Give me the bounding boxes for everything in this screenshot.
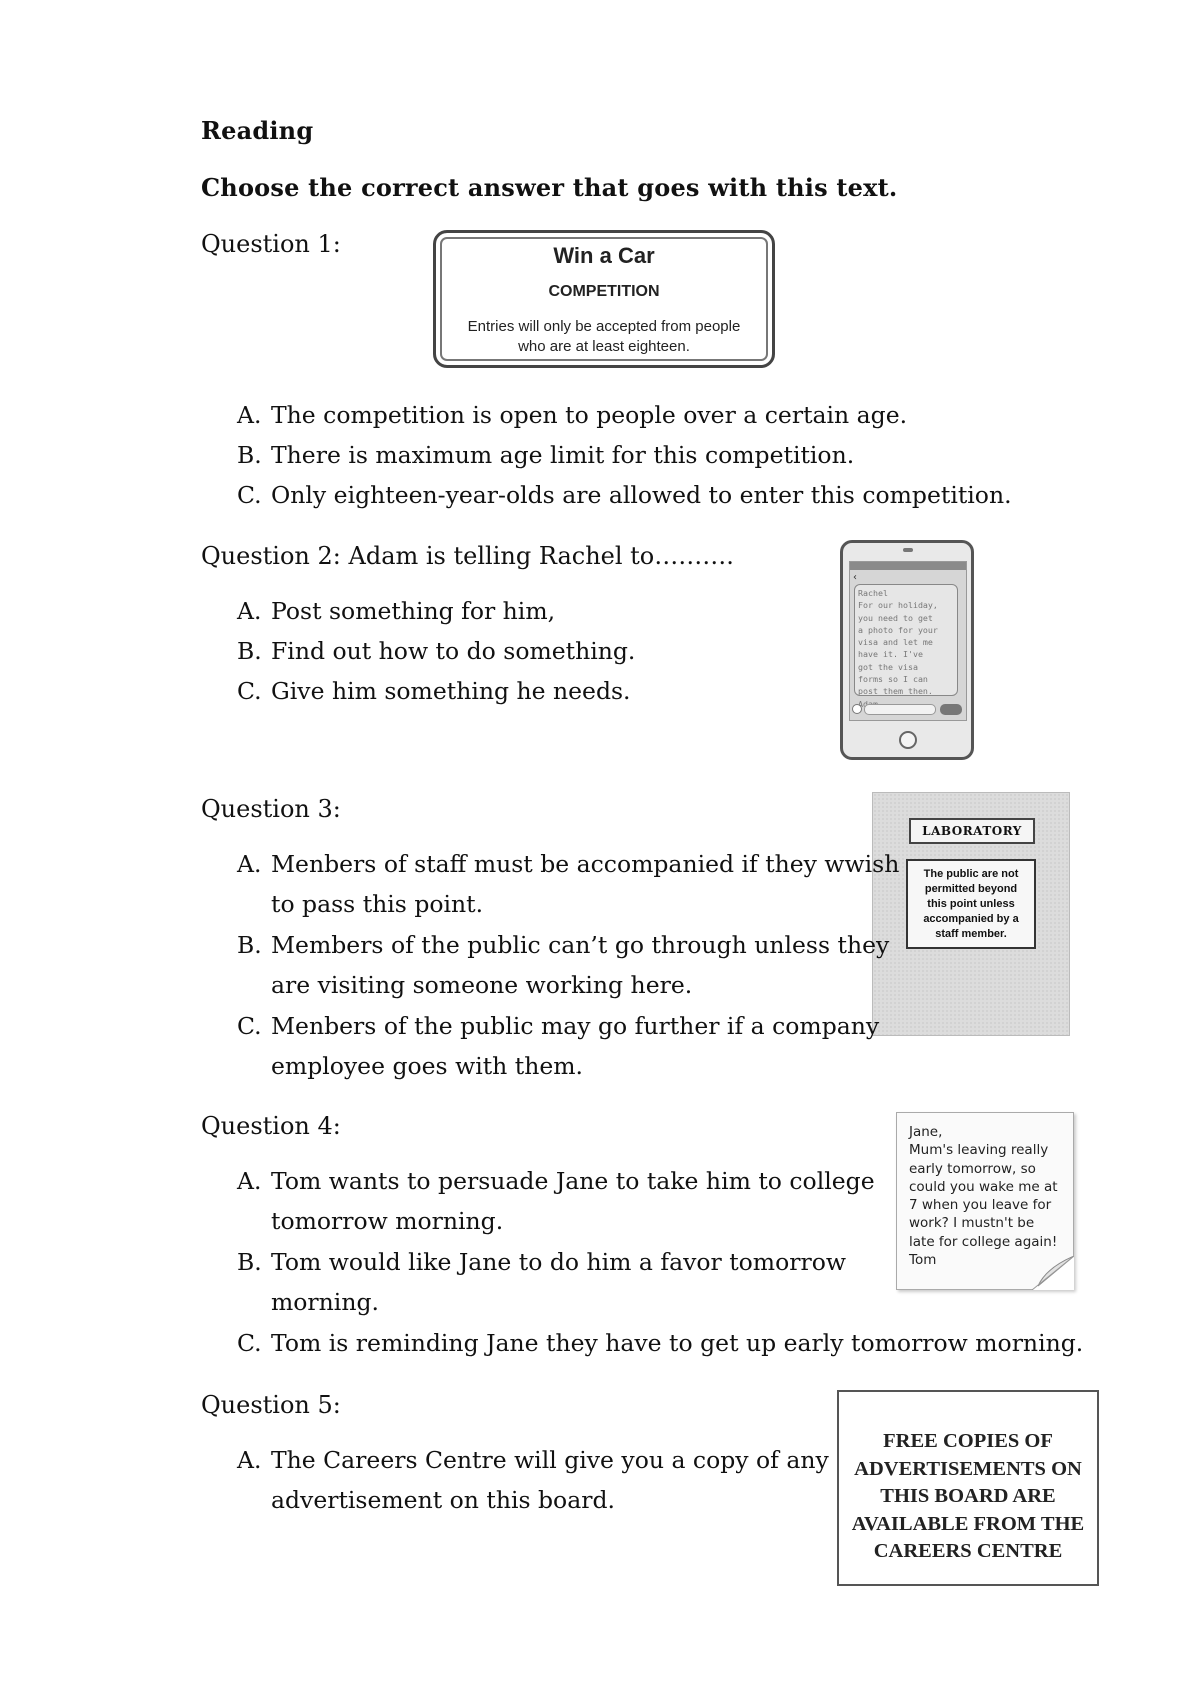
- page-curl-icon: [1032, 1256, 1074, 1290]
- sign-body: Entries will only be accepted from people who are at least eighteen.: [467, 318, 741, 355]
- question-4-label: Question 4:: [201, 1112, 341, 1140]
- sign-title: Win a Car: [553, 243, 655, 268]
- question-2-label: Question 2: Adam is telling Rachel to……….: [201, 542, 734, 570]
- question-5-label: Question 5:: [201, 1391, 341, 1419]
- question-1-options: A. The competition is open to people over a certain age. B. There is maximum age limit for this competition. C. Only eighteen-year-olds are allowed to enter this competition.: [237, 401, 1012, 509]
- home-button-icon: [899, 731, 917, 749]
- lab-sign-title: LABORATORY: [909, 818, 1035, 844]
- question-2-options: A. Post something for him, B. Find out how to do something. C. Give him something he needs.: [237, 597, 636, 705]
- instruction-text: Choose the correct answer that goes with this text.: [201, 173, 898, 202]
- win-a-car-sign: [433, 230, 775, 368]
- lab-notice: The public are not permitted beyond this point unless accompanied by a staff member.: [906, 859, 1036, 949]
- section-heading: Reading: [201, 116, 314, 145]
- question-5-options: A. The Careers Centre will give you a copy of any advertisement on this board.: [237, 1446, 829, 1514]
- careers-centre-sign: FREE COPIES OF ADVERTISEMENTS ON THIS BOARD ARE AVAILABLE FROM THE CAREERS CENTRE: [837, 1390, 1099, 1586]
- message-bubble: Rachel For our holiday, you need to get a photo for your visa and let me have it. I've got the visa forms so I can post them then.: [854, 584, 958, 696]
- handwritten-note: Jane, Mum's leaving really early tomorrow, so could you wake me at 7 when you leave for work? I mustn't be late for college again! Tom: [896, 1112, 1074, 1290]
- phone-message-image: [840, 540, 974, 760]
- question-3-label: Question 3:: [201, 795, 341, 823]
- sign-subtitle: COMPETITION: [548, 283, 660, 300]
- question-4-options: A. Tom wants to persuade Jane to take him to college tomorrow morning. B. Tom would like Jane to do him a favor tomorrow morning. C. Tom is reminding Jane they have to get up early tomorrow morning.: [237, 1167, 1084, 1357]
- status-bar: [850, 562, 966, 570]
- phone-screen: [849, 561, 967, 721]
- camera-icon: [852, 704, 862, 714]
- question-3-options: A. Menbers of staff must be accompanied if they wwish to pass this point. B. Members of the public can’t go through unless they are visiting someone working here. C. Menbers of the public may go further if a company employee goes with them.: [237, 850, 900, 1080]
- message-input: [864, 704, 936, 715]
- send-icon: [940, 704, 962, 715]
- question-1-label: Question 1:: [201, 230, 341, 258]
- laboratory-sign: [872, 792, 1070, 1036]
- speaker-icon: [903, 548, 913, 552]
- back-arrow-icon: ‹: [853, 572, 857, 583]
